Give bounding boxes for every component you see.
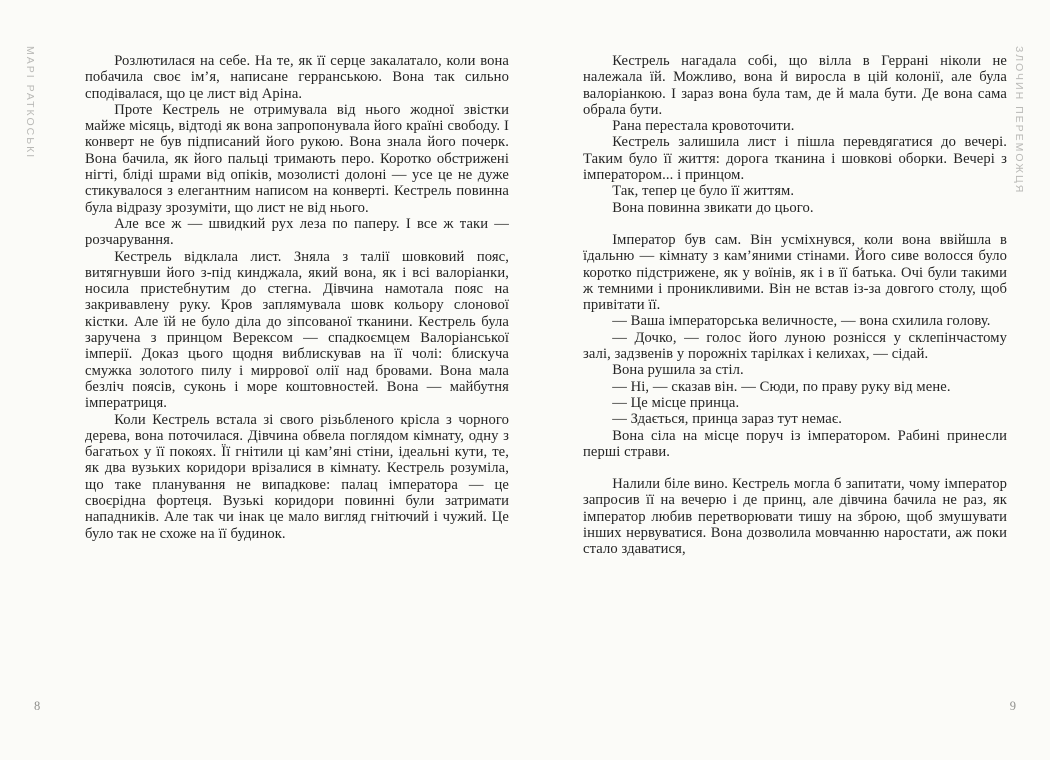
paragraph: — Дочко, — голос його луною рознісся у склепінчастому залі, задзвенів у порожніх тарілках і келихах, — сідай. [583,329,1007,363]
left-page-number: 8 [34,699,41,713]
paragraph: Вона рушила за стіл. [612,362,744,379]
paragraph: Вона сіла на місце поруч із імператором. Рабині принесли перші страви. [583,427,1007,460]
left-page-text [85,53,509,542]
paragraph: Кестрель нагадала собі, що вілла в Геррані ніколи не належала їй. Можливо, вона й виросла в цій колонії, але була валоріанкою. І зараз вона була там, де й мала бути. Де вона сама обрала бути. [583,53,1007,118]
paragraph: Налили біле вино. Кестрель могла б запитати, чому імператор запросив її на вечерю і де принц, але дівчина бачила не раз, як імператор любив перетворювати тишу на зброю, щоб змушувати інших нервуватися. Вона дозволила мовчанню наростати, аж поки стало здаватися, [583,476,1007,558]
right-page-text [583,53,1007,558]
paragraph: Кестрель залишила лист і пішла перевдягатися до вечері. Таким було її життя: дорога тканина і шовкові оборки. Вечері з імператором... і принцом. [583,134,1007,184]
paragraph: Імператор був сам. Він усміхнувся, коли вона ввійшла в їдальню — кімнату з кам’яними стінами. Його сиве волосся було коротко підстрижене, як у воїнів, як і в її батька. Очі були такими ж темними і проникливими. Він не встав із-за довгого столу, щоб привітати її. [583,231,1007,314]
paragraph: Проте Кестрель не отримувала від нього жодної звістки майже місяць, відтоді як вона запропонувала його країні свободу. І конверт не був підписаний його рукою. Вона знала його почерк. Вона бачила, як його пальці тримають перо. Коротко обстрижені нігті, бліді шрами від опіків, мозолисті долоні — усе це не дуже стикувалося з елегантним написом на конверті. Кестрель повинна була відразу зрозуміти, що лист не від нього. [85,101,509,216]
paragraph: Розлютилася на себе. На те, як її серце закалатало, коли вона побачила своє ім’я, написане герранською. Вона так сильно сподівалася, що це лист від Аріна. [85,53,509,102]
paragraph: — Здається, принца зараз тут немає. [612,411,842,428]
paragraph: Так, тепер це було її життям. [612,183,795,200]
right-page-number: 9 [1009,699,1016,713]
running-head-author: МАРІ РАТКОСЬКІ [24,46,36,160]
paragraph: — Це місце принца. [612,394,740,411]
paragraph: — Ні, — сказав він. — Сюди, по праву руку від мене. [612,378,951,395]
paragraph: Кестрель відклала лист. Зняла з талії шовковий пояс, витягнувши його з-під кинджала, який вона, як і всі валоріанки, носила пристебнутим до стегна. Дівчина намотала пояс на закривавлену руку. Кров заплямувала шовк кольору слонової кістки. Але їй не було діла до зіпсованої тканини. Кестрель була заручена з принцом Верексом — спадкоємцем Валоріанської імперії. Доказ цього щодня виблискував на її чолі: блискуча смужка золотого пилу і миррової олії над бровами. Вона мала безліч поясів, суконь і море коштовностей. Вона — майбутня імператриця. [85,248,509,412]
paragraph: Вона повинна звикати до цього. [612,199,814,216]
paragraph: Рана перестала кровоточити. [612,118,795,135]
paragraph: Коли Кестрель встала зі свого різьбленого крісла з чорного дерева, вона поточилася. Дівчина обвела поглядом кімнату, одну з багатьох у її покоях. Її гнітили ці кам’яні стіни, ідеальні кути, те, як два вузьких коридори врізалися в кімнату. Кестрель розуміла, що таке планування не випадкове: палац імператора — це своєрідна фортеця. Вузькі коридори повинні були затримати нападників. Але так чи інак це мало вигляд гнітючий і чужий. Це було так не схоже на її будинок. [85,411,509,542]
running-head-title: ЗЛОЧИН ПЕРЕМОЖЦЯ [1013,46,1025,195]
paragraph: Але все ж — швидкий рух леза по паперу. І все ж таки — розчарування. [85,215,509,249]
paragraph: — Ваша імператорська величносте, — вона схилила голову. [612,313,991,330]
